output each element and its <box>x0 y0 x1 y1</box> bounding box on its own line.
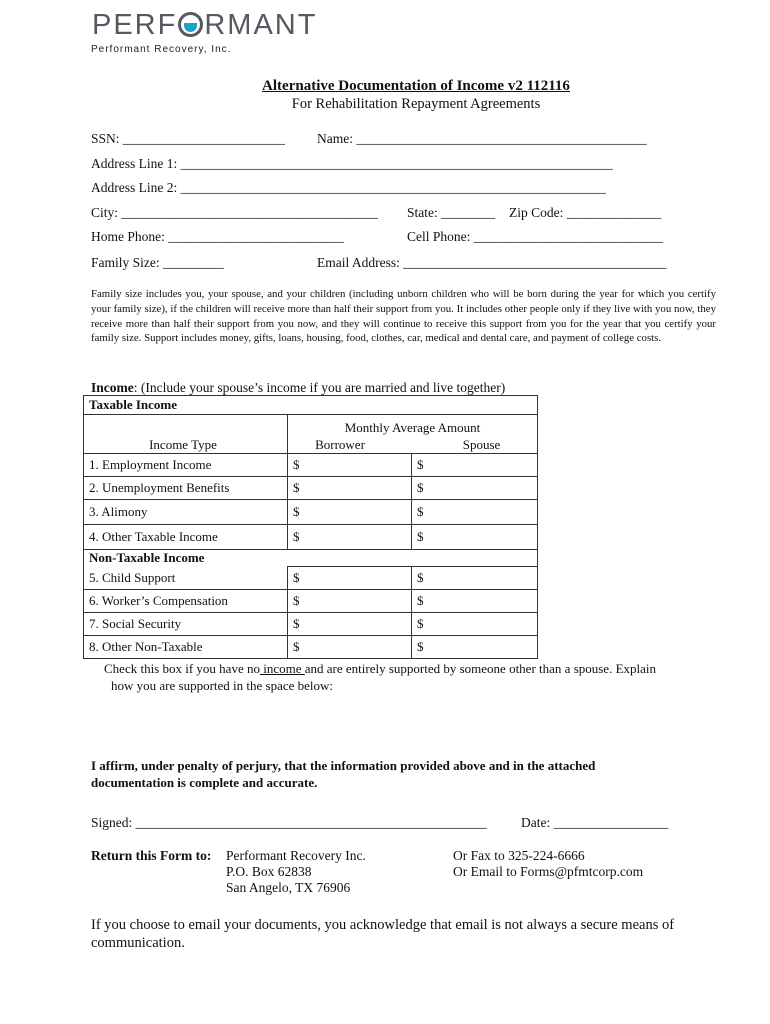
income-row-label: 3. Alimony <box>84 500 288 525</box>
city-field[interactable]: City: ______________________________________ <box>91 205 378 220</box>
signature-field[interactable]: Signed: ____________________________________________________ <box>91 815 487 830</box>
cell-phone-field[interactable]: Cell Phone: ____________________________ <box>407 229 663 244</box>
spouse-amount-input[interactable]: $ <box>412 500 538 525</box>
return-address-line-2: P.O. Box 62838 <box>226 864 312 879</box>
income-row-label: 7. Social Security <box>84 613 288 636</box>
borrower-amount-input[interactable]: $ <box>288 525 412 550</box>
family-size-note: Family size includes you, your spouse, and your children (including unborn children who will be born during the year for which you certify your family size), if the children will receive more than half their support from you. It includes other people only if they live with you now, they receive more than half their support from you now, and they will continue to receive this support from you for the year that you certify your family size. Support includes money, gifts, loans, housing, food, clothes, car, medical and dental care, and payment of college costs. <box>91 288 716 345</box>
income-row-label: 5. Child Support <box>84 567 288 590</box>
income-row-label: 1. Employment Income <box>84 454 288 477</box>
logo-text-right: RMANT <box>204 9 318 41</box>
family-size-field[interactable]: Family Size: _________ <box>91 255 224 270</box>
fax-number: Or Fax to 325-224-6666 <box>453 848 585 863</box>
logo-text-left: PERF <box>92 9 178 41</box>
company-name: Performant Recovery, Inc. <box>91 44 232 55</box>
borrower-amount-input[interactable]: $ <box>288 590 412 613</box>
spouse-amount-input[interactable]: $ <box>412 613 538 636</box>
table-row <box>84 477 538 500</box>
spouse-amount-input[interactable]: $ <box>412 477 538 500</box>
logo-o-icon <box>178 12 203 37</box>
zip-code-field[interactable]: Zip Code: ______________ <box>509 205 662 220</box>
income-type-header: Income Type <box>84 415 288 454</box>
income-row-label: 4. Other Taxable Income <box>84 525 288 550</box>
table-row <box>84 590 538 613</box>
income-label: Income <box>91 380 134 395</box>
ssn-field[interactable]: SSN: ________________________ <box>91 131 285 146</box>
table-row <box>84 454 538 477</box>
form-title: Alternative Documentation of Income v2 112116 <box>262 78 570 94</box>
borrower-amount-input[interactable]: $ <box>288 500 412 525</box>
name-field[interactable]: Name: ___________________________________________ <box>317 131 647 146</box>
return-email: Or Email to Forms@pfmtcorp.com <box>453 864 644 879</box>
borrower-header: Borrower <box>315 437 365 452</box>
table-row <box>84 613 538 636</box>
income-row-label: 2. Unemployment Benefits <box>84 477 288 500</box>
affirm-line-2: documentation is complete and accurate. <box>91 775 318 790</box>
return-form-label: Return this Form to: <box>91 848 212 863</box>
taxable-income-header: Taxable Income <box>84 396 538 415</box>
date-field[interactable]: Date: _________________ <box>521 815 669 830</box>
monthly-average-header-cell <box>288 415 538 454</box>
non-taxable-income-header: Non-Taxable Income <box>84 550 538 567</box>
checkbox-text-line2: how you are supported in the space below: <box>111 678 334 693</box>
borrower-amount-input[interactable]: $ <box>288 454 412 477</box>
borrower-amount-input[interactable]: $ <box>288 567 412 590</box>
table-row <box>84 525 538 550</box>
income-note: : (Include your spouse’s income if you are married and live together) <box>133 380 506 395</box>
return-address-line-1: Performant Recovery Inc. <box>226 848 366 863</box>
address-line-1-field[interactable]: Address Line 1: ________________________________________________________________ <box>91 156 613 171</box>
borrower-amount-input[interactable]: $ <box>288 636 412 659</box>
table-row <box>84 500 538 525</box>
monthly-average-header: Monthly Average Amount <box>344 420 481 435</box>
form-subtitle: For Rehabilitation Repayment Agreements <box>291 96 541 112</box>
table-row <box>84 636 538 659</box>
spouse-amount-input[interactable]: $ <box>412 636 538 659</box>
table-row <box>84 567 538 590</box>
income-heading <box>91 380 505 396</box>
no-income-checkbox-label[interactable] <box>104 661 656 677</box>
spouse-amount-input[interactable]: $ <box>412 590 538 613</box>
email-disclaimer-line-2: communication. <box>91 935 185 951</box>
home-phone-field[interactable]: Home Phone: __________________________ <box>91 229 344 244</box>
checkbox-text-a: Check this box if you have no <box>104 661 260 676</box>
address-line-2-field[interactable]: Address Line 2: _______________________________________________________________ <box>91 180 606 195</box>
checkbox-text-c: and are entirely supported by someone other than a spouse. Explain <box>304 661 657 676</box>
return-address-line-3: San Angelo, TX 76906 <box>226 880 351 895</box>
spouse-amount-input[interactable]: $ <box>412 567 538 590</box>
company-logo <box>92 8 317 42</box>
income-row-label: 8. Other Non-Taxable <box>84 636 288 659</box>
affirm-line-1: I affirm, under penalty of perjury, that the information provided above and in the attached <box>91 758 596 773</box>
spouse-amount-input[interactable]: $ <box>412 525 538 550</box>
email-disclaimer-line-1: If you choose to email your documents, you acknowledge that email is not always a secure means of <box>91 917 675 933</box>
spouse-amount-input[interactable]: $ <box>412 454 538 477</box>
spouse-header: Spouse <box>462 437 501 452</box>
borrower-amount-input[interactable]: $ <box>288 613 412 636</box>
email-address-field[interactable]: Email Address: _______________________________________ <box>317 255 667 270</box>
borrower-amount-input[interactable]: $ <box>288 477 412 500</box>
income-table <box>83 395 538 659</box>
state-field[interactable]: State: ________ <box>407 205 496 220</box>
income-row-label: 6. Worker’s Compensation <box>84 590 288 613</box>
checkbox-text-underlined: income <box>259 661 305 676</box>
